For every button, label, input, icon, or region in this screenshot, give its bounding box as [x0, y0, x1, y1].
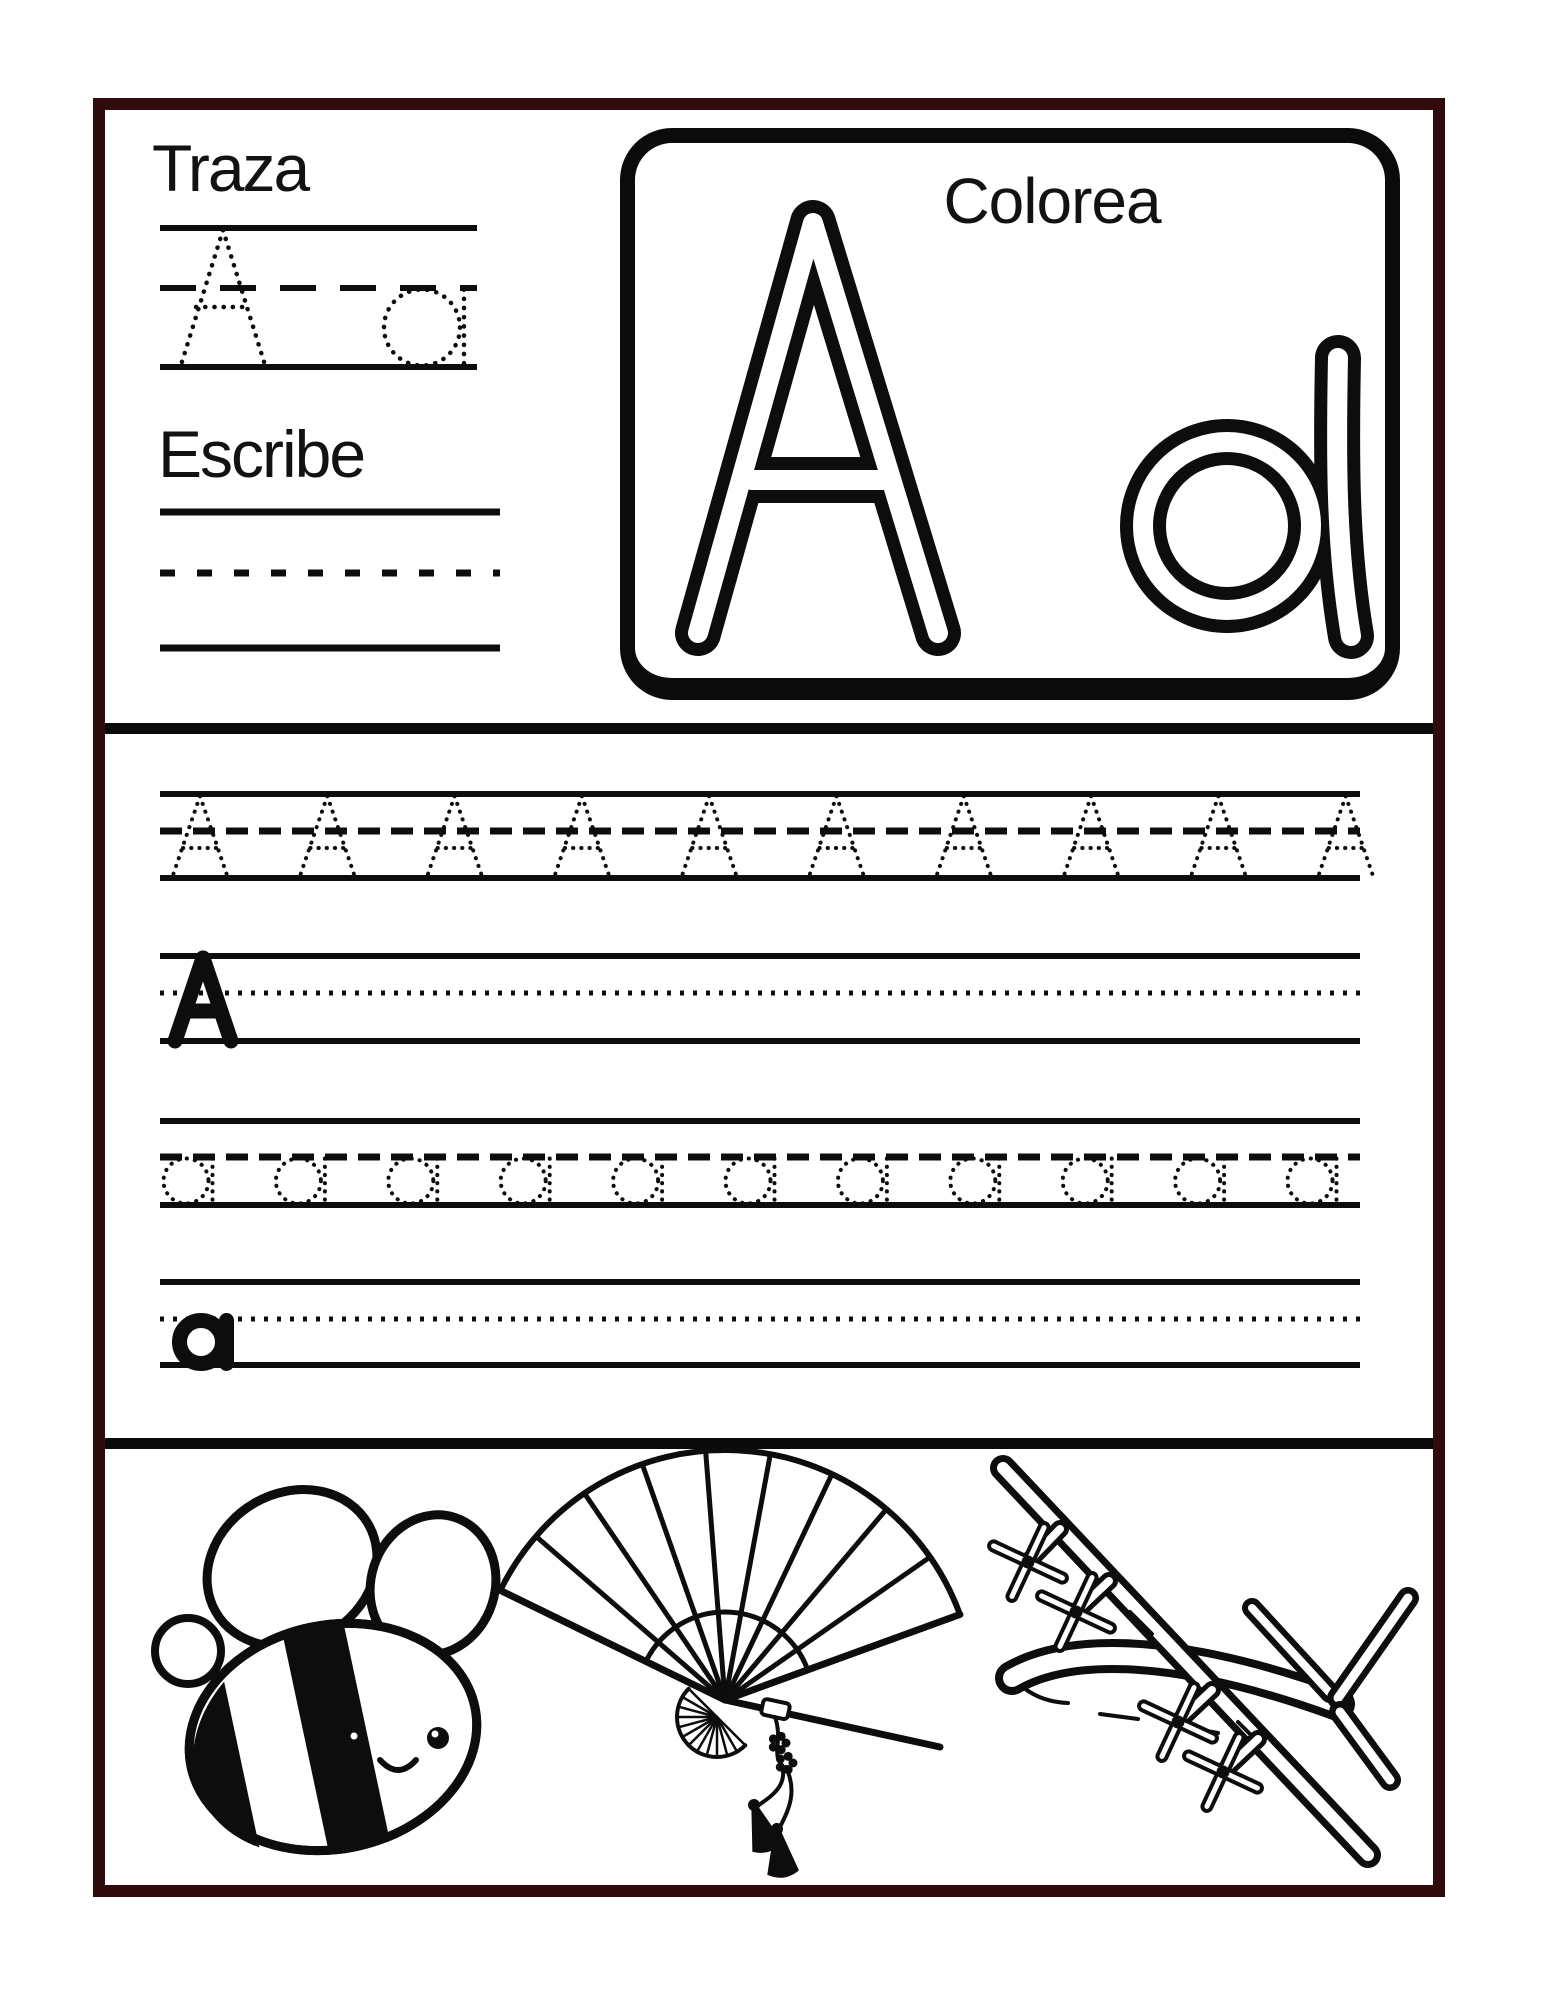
section-divider-top	[105, 723, 1433, 734]
airplane-picture	[980, 1450, 1430, 1890]
color-box-heading: Colorea	[943, 165, 1161, 237]
bee-picture	[100, 1455, 520, 1880]
color-box-outline-letters	[620, 128, 1400, 700]
trace-section-heading: Traza	[152, 131, 309, 205]
letter-trace-rows	[90, 735, 1450, 1435]
write-section-heading: Escribe	[158, 417, 365, 491]
folding-fan-picture	[470, 1445, 980, 1880]
